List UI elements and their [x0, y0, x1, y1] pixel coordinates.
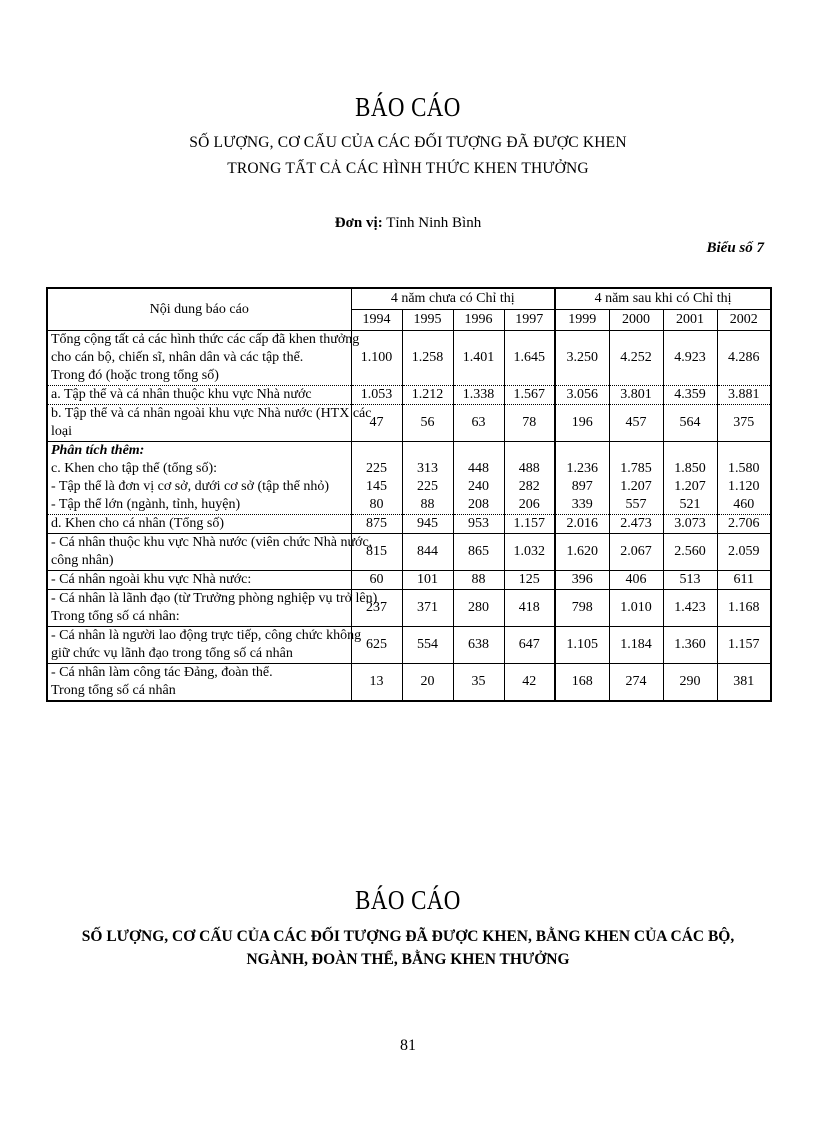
- row-label-line: Trong tổng số cá nhân: [51, 683, 176, 698]
- row-label-line: - Cá nhân ngoài khu vực Nhà nước:: [51, 572, 252, 587]
- cell-value: 375: [717, 405, 771, 442]
- cell-value-stack: [453, 442, 504, 515]
- row-label: [47, 571, 351, 590]
- cell-value: 418: [504, 590, 555, 627]
- cell-value: 1.212: [402, 386, 453, 405]
- page-number: 81: [400, 1037, 416, 1054]
- cell-value: 42: [504, 664, 555, 702]
- cell-value: 1.207: [674, 479, 706, 494]
- row-label-line: a. Tập thể và cá nhân thuộc khu vực Nhà nước: [51, 387, 312, 402]
- cell-value: 897: [571, 479, 593, 494]
- cell-value: 35: [453, 664, 504, 702]
- cell-value: 145: [366, 479, 387, 494]
- cell-value: 1.620: [555, 534, 609, 571]
- table-row: [47, 515, 771, 534]
- table-row: [47, 331, 771, 386]
- cell-value: 56: [402, 405, 453, 442]
- row-label-line: - Cá nhân là lãnh đạo (từ Trưởng phòng nghiệp vụ trở lên): [51, 591, 378, 606]
- cell-value-stack: [609, 442, 663, 515]
- group-header-before: 4 năm chưa có Chỉ thị: [351, 288, 555, 310]
- report-table: [46, 287, 772, 702]
- cell-value: 206: [518, 497, 540, 512]
- cell-value: 406: [609, 571, 663, 590]
- cell-value: 2.560: [663, 534, 717, 571]
- cell-value: 225: [366, 461, 387, 476]
- row-label-line: b. Tập thể và cá nhân ngoài khu vực Nhà nước (HTX các: [51, 406, 372, 421]
- table-row: [47, 442, 771, 515]
- cell-value: 4.286: [717, 331, 771, 386]
- cell-value: 1.423: [663, 590, 717, 627]
- cell-value: 78: [504, 405, 555, 442]
- cell-value: 1.157: [504, 515, 555, 534]
- row-label: [47, 515, 351, 534]
- row-label: [47, 442, 351, 515]
- cell-value-stack: [555, 442, 609, 515]
- cell-value: 1.338: [453, 386, 504, 405]
- table-row: [47, 627, 771, 664]
- report-subtitle-line1: SỐ LƯỢNG, CƠ CẤU CỦA CÁC ĐỐI TƯỢNG ĐÃ ĐƯỢC KHEN: [189, 134, 627, 151]
- cell-value: 844: [402, 534, 453, 571]
- row-label-line: loại: [51, 424, 72, 439]
- cell-value: 1.168: [717, 590, 771, 627]
- cell-value: 3.056: [555, 386, 609, 405]
- cell-value: 168: [555, 664, 609, 702]
- cell-value: 290: [663, 664, 717, 702]
- table-row: [47, 664, 771, 702]
- row-label-line: d. Khen cho cá nhân (Tổng số): [51, 516, 225, 531]
- cell-value: 1.032: [504, 534, 555, 571]
- year-header: 2001: [663, 310, 717, 331]
- cell-value: 381: [717, 664, 771, 702]
- cell-value: 1.105: [555, 627, 609, 664]
- table-row: [47, 386, 771, 405]
- table-row: [47, 405, 771, 442]
- second-report-subtitle-line2: NGÀNH, ĐOÀN THỂ, BẰNG KHEN THƯỞNG: [246, 951, 570, 968]
- table-row: [47, 571, 771, 590]
- year-header: 2000: [609, 310, 663, 331]
- row-label: [47, 664, 351, 702]
- cell-value: 1.236: [566, 461, 599, 476]
- second-report-title: BÁO CÁO: [355, 885, 461, 915]
- cell-value: 611: [717, 571, 771, 590]
- cell-value: 1.053: [351, 386, 402, 405]
- group-header-after: 4 năm sau khi có Chỉ thị: [555, 288, 771, 310]
- cell-value: 564: [663, 405, 717, 442]
- cell-value: 638: [453, 627, 504, 664]
- cell-value: 196: [555, 405, 609, 442]
- cell-value: 13: [351, 664, 402, 702]
- cell-value: 2.067: [609, 534, 663, 571]
- row-label-line: - Tập thể là đơn vị cơ sở, dưới cơ sở (tập thể nhỏ): [51, 479, 330, 494]
- cell-value: 282: [518, 479, 540, 494]
- cell-value: 625: [351, 627, 402, 664]
- year-header: 1997: [504, 310, 555, 331]
- cell-value: 647: [504, 627, 555, 664]
- cell-value: 60: [351, 571, 402, 590]
- cell-value: 1.567: [504, 386, 555, 405]
- cell-value: 1.207: [620, 479, 652, 494]
- row-label: [47, 627, 362, 664]
- cell-value: 945: [402, 515, 453, 534]
- cell-value: 237: [351, 590, 402, 627]
- cell-value: 2.059: [717, 534, 771, 571]
- row-label-line: Trong đó (hoặc trong tổng số): [51, 368, 219, 383]
- cell-value: 313: [417, 461, 438, 476]
- cell-value: 1.010: [609, 590, 663, 627]
- cell-value-stack: [663, 442, 717, 515]
- row-label-line: công nhân): [51, 553, 114, 568]
- cell-value: 396: [555, 571, 609, 590]
- table-row: [47, 534, 771, 571]
- section-heading: Phân tích thêm:: [51, 443, 145, 458]
- cell-value: 557: [625, 497, 647, 512]
- cell-value: 1.157: [717, 627, 771, 664]
- cell-value-stack: [504, 442, 555, 515]
- unit-value: Tỉnh Ninh Bình: [386, 215, 482, 231]
- report-title: BÁO CÁO: [355, 92, 461, 122]
- cell-value: 3.881: [717, 386, 771, 405]
- row-label-line: - Cá nhân làm công tác Đảng, đoàn thể.: [51, 665, 273, 680]
- row-label: [47, 534, 373, 571]
- report-subtitle-line2: TRONG TẤT CẢ CÁC HÌNH THỨC KHEN THƯỞNG: [227, 160, 589, 177]
- cell-value: 3.801: [609, 386, 663, 405]
- year-header: 1994: [351, 310, 402, 331]
- cell-value: 208: [468, 497, 489, 512]
- cell-value: 865: [453, 534, 504, 571]
- cell-value: 339: [571, 497, 593, 512]
- cell-value: 274: [609, 664, 663, 702]
- cell-value: 1.785: [620, 461, 652, 476]
- cell-value: 371: [402, 590, 453, 627]
- year-header: 1999: [555, 310, 609, 331]
- unit-label: Đơn vị:: [334, 215, 383, 231]
- cell-value: 80: [369, 497, 384, 512]
- cell-value: 1.258: [402, 331, 453, 386]
- cell-value: 1.580: [728, 461, 760, 476]
- cell-value: 521: [679, 497, 701, 512]
- cell-value: 240: [468, 479, 489, 494]
- cell-value: 1.360: [663, 627, 717, 664]
- cell-value: 2.016: [555, 515, 609, 534]
- cell-value: 4.359: [663, 386, 717, 405]
- year-header: 2002: [717, 310, 771, 331]
- cell-value: 280: [453, 590, 504, 627]
- cell-value: 513: [663, 571, 717, 590]
- label-column-header: Nội dung báo cáo: [47, 288, 351, 331]
- cell-value: 460: [733, 497, 755, 512]
- row-label: [47, 331, 360, 386]
- cell-value: 1.850: [674, 461, 706, 476]
- cell-value: 953: [453, 515, 504, 534]
- year-header: 1996: [453, 310, 504, 331]
- cell-value: 20: [402, 664, 453, 702]
- cell-value: 1.100: [351, 331, 402, 386]
- second-report-subtitle-line1: SỐ LƯỢNG, CƠ CẤU CỦA CÁC ĐỐI TƯỢNG ĐÃ ĐƯỢC KHEN, BẰNG KHEN CỦA CÁC BỘ,: [81, 928, 735, 945]
- cell-value: 1.401: [453, 331, 504, 386]
- cell-value: 488: [518, 461, 540, 476]
- cell-value: 4.923: [663, 331, 717, 386]
- cell-value: 875: [351, 515, 402, 534]
- cell-value: 1.184: [609, 627, 663, 664]
- cell-value: 1.120: [728, 479, 760, 494]
- cell-value: 3.250: [555, 331, 609, 386]
- cell-value-stack: [351, 442, 402, 515]
- cell-value: 815: [351, 534, 402, 571]
- cell-value: 101: [402, 571, 453, 590]
- row-label-line: - Cá nhân là người lao động trực tiếp, công chức không: [51, 628, 362, 643]
- row-label-line: cho cán bộ, chiến sĩ, nhân dân và các tập thể.: [51, 350, 304, 365]
- cell-value: 798: [555, 590, 609, 627]
- cell-value: 88: [453, 571, 504, 590]
- table-row: [47, 590, 771, 627]
- row-label-line: giữ chức vụ lãnh đạo trong tổng số cá nhân: [51, 646, 293, 661]
- cell-value: 2.473: [609, 515, 663, 534]
- cell-value: 125: [504, 571, 555, 590]
- cell-value: 225: [417, 479, 438, 494]
- unit-line: [0, 215, 816, 232]
- cell-value: 1.645: [504, 331, 555, 386]
- form-number: Biểu số 7: [706, 240, 764, 256]
- cell-value: 88: [420, 497, 435, 512]
- cell-value: 63: [453, 405, 504, 442]
- row-label-line: c. Khen cho tập thể (tổng số):: [51, 461, 218, 476]
- cell-value: 457: [609, 405, 663, 442]
- cell-value: 554: [402, 627, 453, 664]
- row-label-line: Trong tổng số cá nhân:: [51, 609, 180, 624]
- row-label-line: Tổng cộng tất cả các hình thức các cấp đã khen thưởng: [51, 332, 360, 347]
- cell-value-stack: [717, 442, 771, 515]
- cell-value: 2.706: [717, 515, 771, 534]
- row-label-line: - Cá nhân thuộc khu vực Nhà nước (viên chức Nhà nước,: [51, 535, 373, 550]
- row-label: [47, 405, 372, 442]
- row-label-line: - Tập thể lớn (ngành, tỉnh, huyện): [51, 497, 241, 512]
- cell-value-stack: [402, 442, 453, 515]
- cell-value: 4.252: [609, 331, 663, 386]
- cell-value: 448: [468, 461, 489, 476]
- row-label: [47, 386, 351, 405]
- cell-value: 3.073: [663, 515, 717, 534]
- year-header: 1995: [402, 310, 453, 331]
- cell-value: 47: [351, 405, 402, 442]
